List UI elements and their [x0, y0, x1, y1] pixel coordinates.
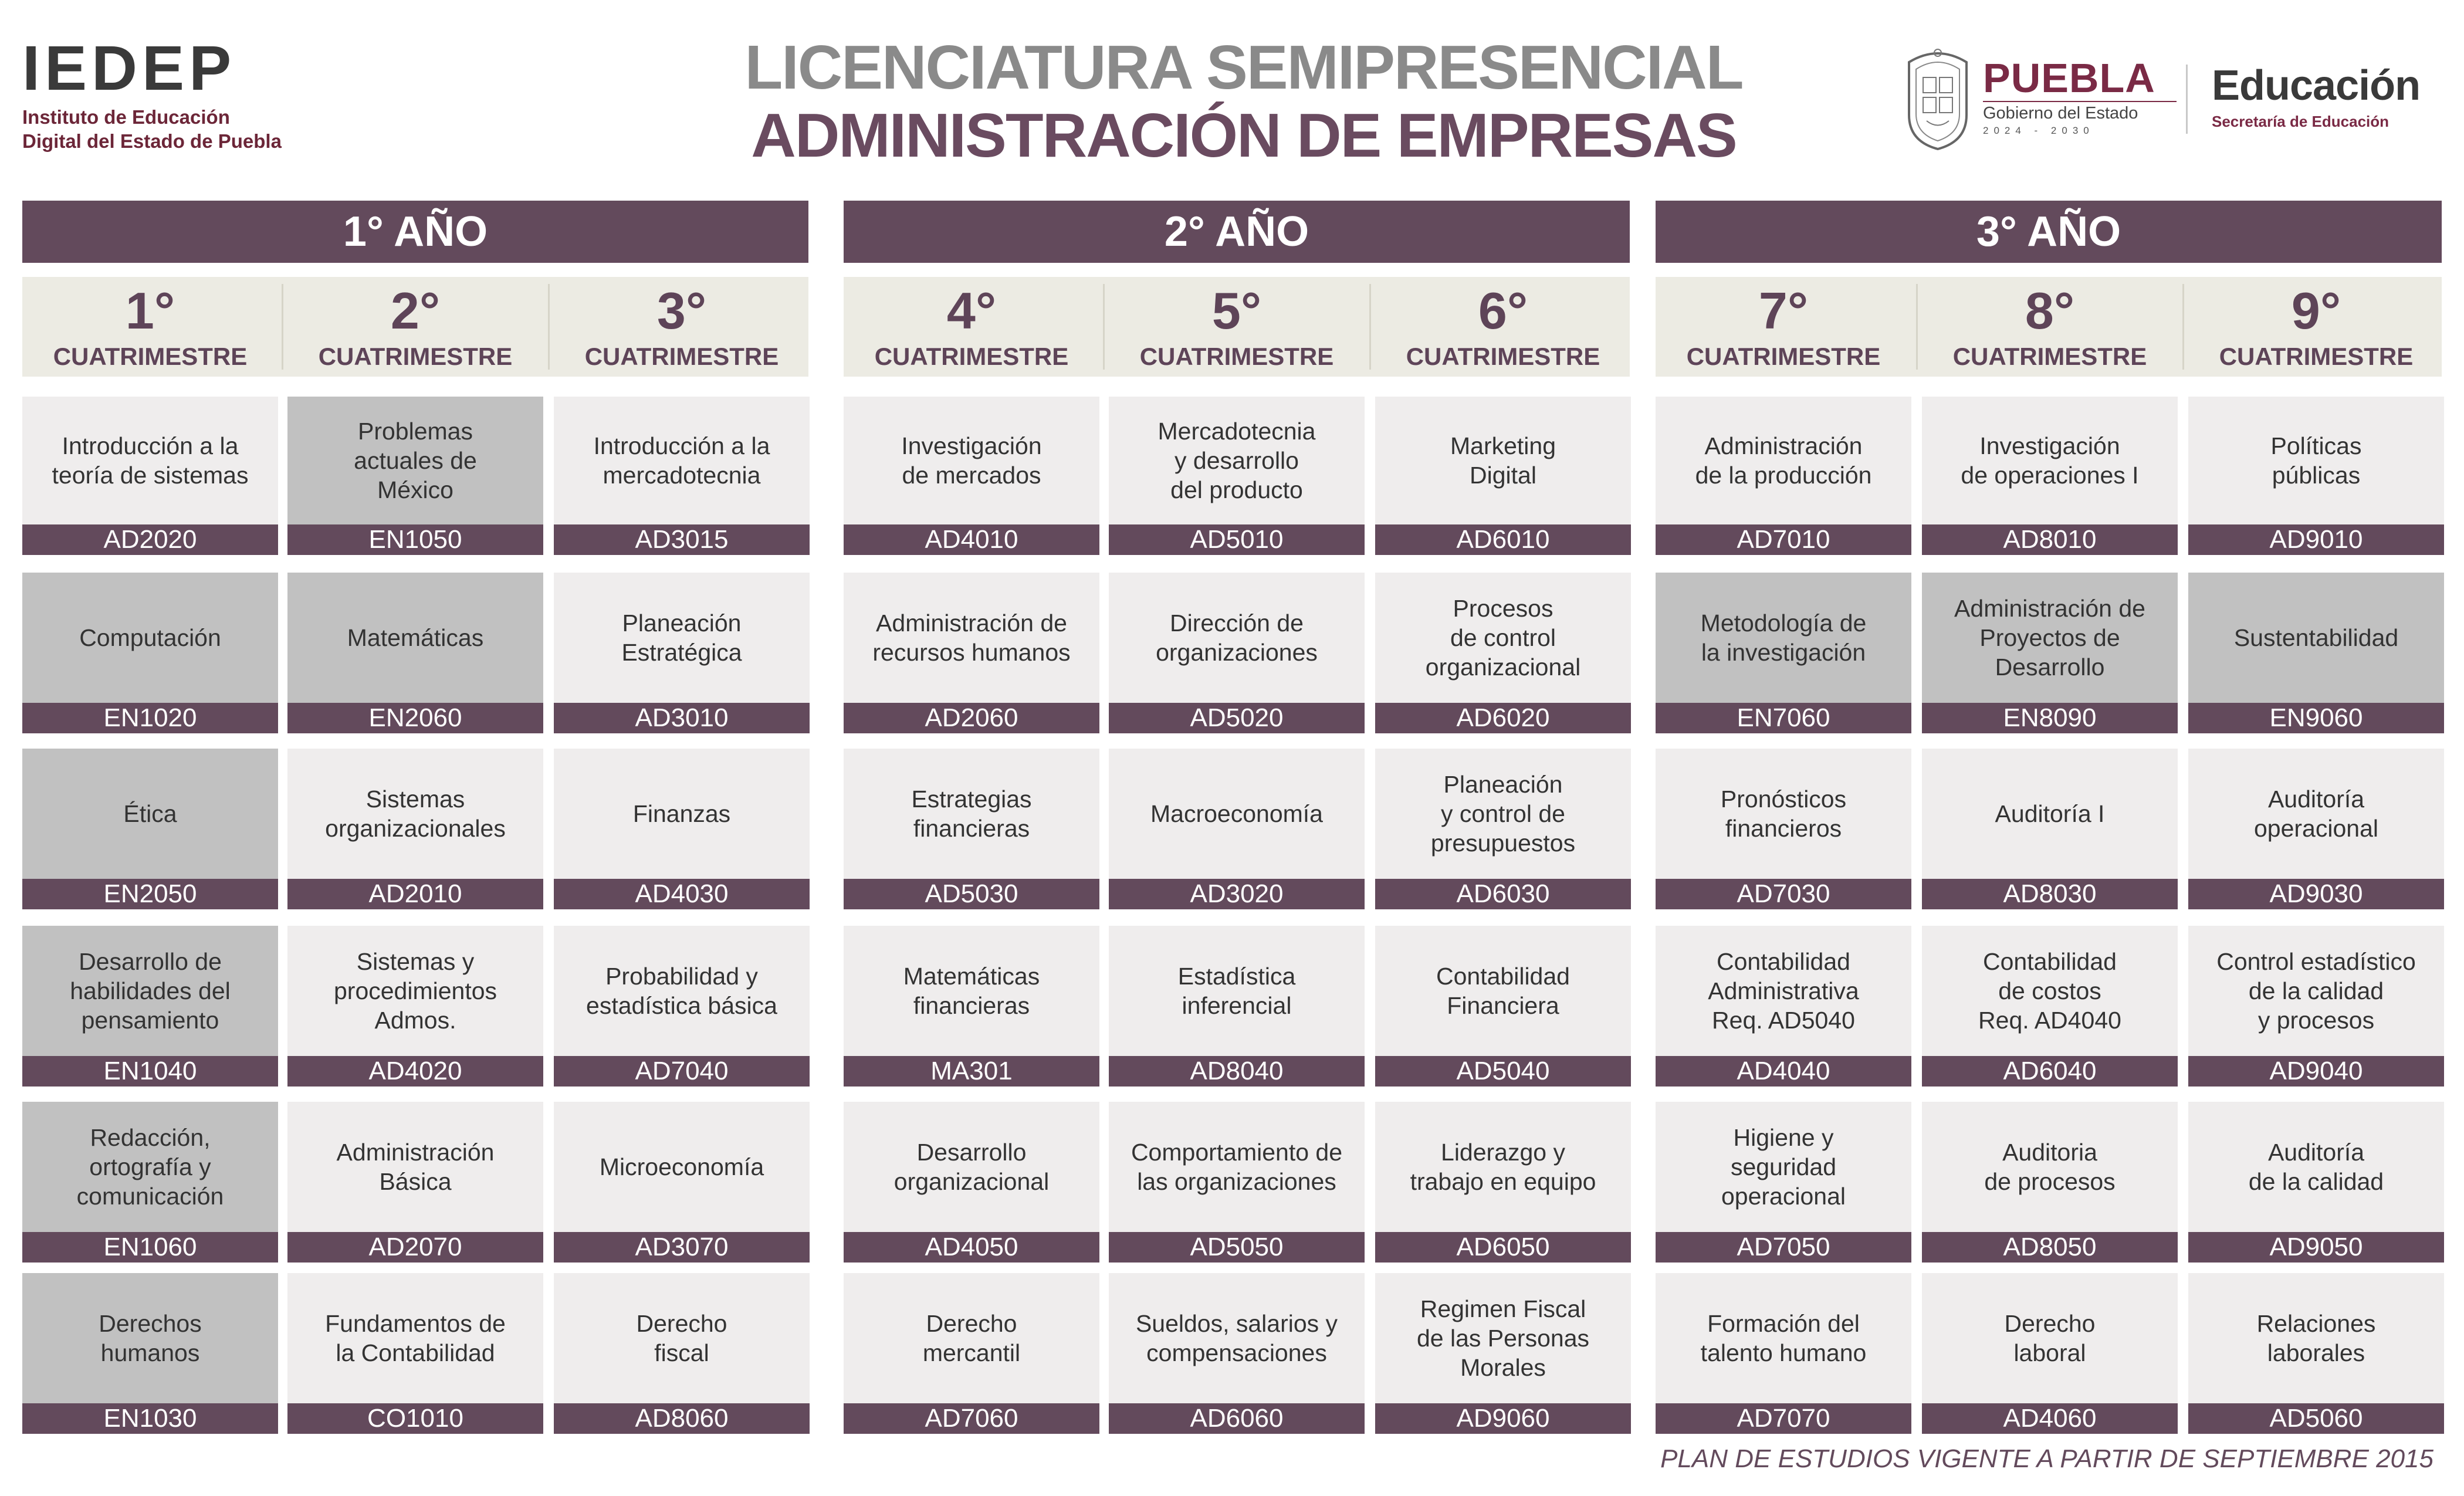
subject-name: Desarrollo de habilidades del pensamiento — [70, 948, 231, 1034]
semester-divider — [1103, 284, 1105, 370]
subject-name: Investigación de mercados — [901, 432, 1042, 489]
subject-code: AD4060 — [1922, 1403, 2178, 1434]
subject-name: Control estadístico de la calidad y procesos — [2216, 948, 2416, 1034]
iedep-logo-subtitle — [22, 106, 327, 154]
subject-name: Estrategias financieras — [911, 786, 1032, 842]
subject-card — [1656, 749, 1911, 909]
government-logos — [1901, 41, 2452, 158]
iedep-logo — [22, 32, 327, 154]
subject-code: AD6060 — [1109, 1403, 1365, 1434]
subject-code: AD3015 — [554, 524, 810, 555]
subject-name: Problemas actuales de México — [354, 418, 477, 503]
subject-card — [1922, 573, 2178, 733]
semester-header-band — [1656, 277, 2442, 377]
puebla-logo-text — [1983, 57, 2177, 137]
subject-code: EN2060 — [287, 703, 543, 733]
subject-name: Procesos de control organizacional — [1425, 595, 1581, 681]
subject-code: AD2010 — [287, 879, 543, 909]
semester-header — [2188, 277, 2444, 377]
subject-code: AD8050 — [1922, 1232, 2178, 1263]
subject-card — [1656, 573, 1911, 733]
subject-code: EN9060 — [2188, 703, 2444, 733]
subject-name: Derecho laboral — [2004, 1310, 2096, 1366]
semester-divider — [2182, 284, 2184, 370]
educacion-subtitle: Secretaría de Educación — [2212, 113, 2389, 130]
subject-name: Administración de la producción — [1695, 432, 1872, 489]
subject-name: Administración de recursos humanos — [872, 610, 1071, 666]
subject-name: Contabilidad Financiera — [1436, 963, 1570, 1019]
semester-label: CUATRIMESTRE — [874, 343, 1069, 370]
subject-name: Sueldos, salarios y compensaciones — [1135, 1310, 1338, 1366]
subject-name: Ética — [123, 800, 177, 827]
semester-header — [287, 277, 543, 377]
subject-code: AD9010 — [2188, 524, 2444, 555]
subject-code: AD7010 — [1656, 524, 1911, 555]
subject-name: Auditoría de la calidad — [2248, 1139, 2384, 1195]
subject-card — [1922, 926, 2178, 1087]
subject-code: AD3010 — [554, 703, 810, 733]
subject-name: Políticas públicas — [2270, 432, 2362, 489]
subject-card — [1375, 1102, 1631, 1263]
subject-name: Formación del talento humano — [1700, 1310, 1867, 1366]
subject-name: Liderazgo y trabajo en equipo — [1410, 1139, 1596, 1195]
subject-code: AD4020 — [287, 1056, 543, 1087]
semester-header — [1922, 277, 2178, 377]
subject-card — [22, 1102, 278, 1263]
subject-code: AD2070 — [287, 1232, 543, 1263]
subject-code: AD3070 — [554, 1232, 810, 1263]
subject-name: Microeconomía — [599, 1153, 764, 1180]
semester-label: CUATRIMESTRE — [53, 343, 248, 370]
subject-code: EN7060 — [1656, 703, 1911, 733]
subject-code: CO1010 — [287, 1403, 543, 1434]
subject-card — [1109, 1102, 1365, 1263]
semester-number: 7° — [1758, 282, 1809, 340]
semester-number: 9° — [2291, 282, 2341, 340]
subject-name: Metodología de la investigación — [1700, 610, 1867, 666]
subject-name: Matemáticas — [347, 624, 484, 651]
semester-header — [1109, 277, 1365, 377]
subject-name: Dirección de organizaciones — [1156, 610, 1318, 666]
subject-code: AD4010 — [844, 524, 1099, 555]
semester-header — [1375, 277, 1631, 377]
subject-card — [287, 749, 543, 909]
subject-name: Sustentabilidad — [2233, 624, 2399, 651]
year-header-2: 2° AÑO — [844, 201, 1630, 263]
subject-code: EN1030 — [22, 1403, 278, 1434]
subject-name: Contabilidad de costos Req. AD4040 — [1978, 948, 2121, 1034]
subject-card — [2188, 926, 2444, 1087]
subject-card — [554, 1102, 810, 1263]
subject-name: Auditoría I — [1995, 800, 2105, 827]
subject-name: Sistemas y procedimientos Admos. — [333, 948, 497, 1034]
subject-code: AD7040 — [554, 1056, 810, 1087]
subject-code: AD6050 — [1375, 1232, 1631, 1263]
subject-card — [22, 749, 278, 909]
subject-card — [554, 1273, 810, 1434]
subject-code: MA301 — [844, 1056, 1099, 1087]
subject-code: AD9050 — [2188, 1232, 2444, 1263]
subject-code: EN2050 — [22, 879, 278, 909]
subject-card — [1109, 573, 1365, 733]
subject-card — [1656, 1102, 1911, 1263]
subject-name: Investigación de operaciones I — [1961, 432, 2139, 489]
subject-name: Higiene y seguridad operacional — [1721, 1124, 1846, 1210]
subject-code: AD3020 — [1109, 879, 1365, 909]
subject-card — [844, 1102, 1099, 1263]
subject-code: AD7070 — [1656, 1403, 1911, 1434]
subject-card — [1109, 749, 1365, 909]
subject-card — [844, 1273, 1099, 1434]
subject-name: Introducción a la mercadotecnia — [593, 432, 770, 489]
subject-name: Auditoria de procesos — [1984, 1139, 2116, 1195]
subject-card — [554, 749, 810, 909]
subject-code: EN1020 — [22, 703, 278, 733]
puebla-years: 2024 - 2030 — [1983, 124, 2094, 136]
subject-name: Computación — [79, 624, 221, 651]
subject-card — [1109, 926, 1365, 1087]
subject-code: EN8090 — [1922, 703, 2178, 733]
puebla-gobierno: Gobierno del Estado — [1983, 101, 2177, 124]
subject-card — [554, 573, 810, 733]
semester-header — [22, 277, 278, 377]
subject-name: Redacción, ortografía y comunicación — [76, 1124, 224, 1210]
year-header-3: 3° AÑO — [1656, 201, 2442, 263]
semester-divider — [1369, 284, 1371, 370]
subject-card — [1656, 1273, 1911, 1434]
semester-number: 8° — [2025, 282, 2075, 340]
subject-code: AD5020 — [1109, 703, 1365, 733]
subject-name: Auditoría operacional — [2254, 786, 2378, 842]
subject-name: Relaciones laborales — [2256, 1310, 2376, 1366]
semester-number: 5° — [1211, 282, 1262, 340]
educacion-logo — [2212, 62, 2458, 131]
subject-card — [844, 397, 1099, 555]
subject-code: EN1060 — [22, 1232, 278, 1263]
subject-code: AD9030 — [2188, 879, 2444, 909]
subject-card — [1922, 1102, 2178, 1263]
educacion-word: Educación — [2212, 62, 2421, 109]
subject-name: Administración Básica — [336, 1139, 495, 1195]
subject-card — [1109, 397, 1365, 555]
page-title-line2: ADMINISTRACIÓN DE EMPRESAS — [751, 101, 1737, 170]
subject-code: AD6030 — [1375, 879, 1631, 909]
subject-card — [1922, 397, 2178, 555]
subject-card — [1375, 1273, 1631, 1434]
subject-card — [844, 749, 1099, 909]
subject-code: AD8060 — [554, 1403, 810, 1434]
semester-label: CUATRIMESTRE — [1406, 343, 1600, 370]
subject-card — [1109, 1273, 1365, 1434]
subject-code: AD8010 — [1922, 524, 2178, 555]
semester-number: 6° — [1478, 282, 1528, 340]
logo-divider — [2186, 65, 2188, 134]
subject-name: Planeación Estratégica — [621, 610, 742, 666]
subject-card — [22, 397, 278, 555]
subject-code: AD9060 — [1375, 1403, 1631, 1434]
subject-card — [1922, 749, 2178, 909]
semester-header — [844, 277, 1099, 377]
subject-card — [287, 1102, 543, 1263]
subject-code: AD8030 — [1922, 879, 2178, 909]
puebla-word: PUEBLA — [1983, 55, 2155, 101]
subject-name: Derecho fiscal — [636, 1310, 727, 1366]
semester-divider — [548, 284, 550, 370]
subject-code: AD5030 — [844, 879, 1099, 909]
semester-number: 3° — [656, 282, 707, 340]
subject-name: Sistemas organizacionales — [325, 786, 506, 842]
subject-name: Macroeconomía — [1150, 800, 1323, 827]
subject-name: Regimen Fiscal de las Personas Morales — [1416, 1295, 1589, 1381]
subject-name: Mercadotecnia y desarrollo del producto — [1157, 418, 1316, 503]
subject-card — [1656, 397, 1911, 555]
subject-name: Administración de Proyectos de Desarrollo — [1954, 595, 2145, 681]
subject-name: Probabilidad y estadística básica — [586, 963, 777, 1019]
subject-card — [2188, 397, 2444, 555]
subject-card — [1375, 749, 1631, 909]
semester-label: CUATRIMESTRE — [584, 343, 779, 370]
subject-code: AD9040 — [2188, 1056, 2444, 1087]
iedep-subtitle-line1: Instituto de Educación — [22, 106, 230, 128]
year-header-1: 1° AÑO — [22, 201, 808, 263]
subject-card — [1375, 573, 1631, 733]
subject-card — [1656, 926, 1911, 1087]
subject-card — [22, 1273, 278, 1434]
subject-name: Estadística inferencial — [1177, 963, 1296, 1019]
subject-card — [1922, 1273, 2178, 1434]
subject-code: AD5010 — [1109, 524, 1365, 555]
subject-name: Planeación y control de presupuestos — [1430, 771, 1576, 857]
subject-card — [2188, 1273, 2444, 1434]
semester-number: 1° — [125, 282, 175, 340]
subject-code: AD5050 — [1109, 1232, 1365, 1263]
subject-code: AD6040 — [1922, 1056, 2178, 1087]
semester-label: CUATRIMESTRE — [318, 343, 513, 370]
iedep-subtitle-line2: Digital del Estado de Puebla — [22, 130, 282, 152]
subject-card — [554, 926, 810, 1087]
subject-code: AD4050 — [844, 1232, 1099, 1263]
subject-name: Comportamiento de las organizaciones — [1131, 1139, 1343, 1195]
subject-code: AD4030 — [554, 879, 810, 909]
subject-code: AD7030 — [1656, 879, 1911, 909]
subject-code: AD4040 — [1656, 1056, 1911, 1087]
subject-card — [287, 926, 543, 1087]
semester-label: CUATRIMESTRE — [1686, 343, 1881, 370]
subject-card — [844, 573, 1099, 733]
subject-name: Introducción a la teoría de sistemas — [52, 432, 249, 489]
semester-header-band — [22, 277, 808, 377]
subject-name: Desarrollo organizacional — [893, 1139, 1050, 1195]
subject-name: Derecho mercantil — [922, 1310, 1021, 1366]
subject-card — [1375, 397, 1631, 555]
subject-card — [22, 926, 278, 1087]
semester-header — [1656, 277, 1911, 377]
subject-card — [1375, 926, 1631, 1087]
subject-card — [2188, 1102, 2444, 1263]
page-title-line1: LICENCIATURA SEMIPRESENCIAL — [744, 33, 1743, 102]
subject-card — [554, 397, 810, 555]
semester-label: CUATRIMESTRE — [1952, 343, 2147, 370]
subject-card — [2188, 573, 2444, 733]
iedep-logo-name: IEDEP — [22, 32, 236, 103]
semester-label: CUATRIMESTRE — [2219, 343, 2414, 370]
subject-name: Fundamentos de la Contabilidad — [325, 1310, 506, 1366]
subject-code: AD8040 — [1109, 1056, 1365, 1087]
footer-note: PLAN DE ESTUDIOS VIGENTE A PARTIR DE SEPTIEMBRE 2015 — [1660, 1444, 2433, 1473]
subject-name: Matemáticas financieras — [903, 963, 1040, 1019]
subject-card — [287, 1273, 543, 1434]
subject-code: AD5060 — [2188, 1403, 2444, 1434]
subject-name: Derechos humanos — [99, 1310, 202, 1366]
subject-card — [287, 397, 543, 555]
subject-code: AD7060 — [844, 1403, 1099, 1434]
semester-header-band — [844, 277, 1630, 377]
subject-card — [844, 926, 1099, 1087]
puebla-seal-icon — [1903, 45, 1972, 151]
subject-card — [2188, 749, 2444, 909]
semester-label: CUATRIMESTRE — [1139, 343, 1334, 370]
subject-code: AD7050 — [1656, 1232, 1911, 1263]
subject-code: AD6020 — [1375, 703, 1631, 733]
subject-code: EN1050 — [287, 524, 543, 555]
semester-divider — [1916, 284, 1918, 370]
subject-name: Pronósticos financieros — [1720, 786, 1847, 842]
semester-number: 2° — [390, 282, 441, 340]
subject-code: AD2020 — [22, 524, 278, 555]
semester-number: 4° — [946, 282, 997, 340]
subject-code: AD2060 — [844, 703, 1099, 733]
subject-code: AD5040 — [1375, 1056, 1631, 1087]
semester-divider — [282, 284, 283, 370]
semester-header — [554, 277, 810, 377]
subject-name: Finanzas — [632, 800, 731, 827]
subject-code: AD6010 — [1375, 524, 1631, 555]
subject-card — [287, 573, 543, 733]
subject-name: Contabilidad Administrativa Req. AD5040 — [1708, 948, 1859, 1034]
subject-code: EN1040 — [22, 1056, 278, 1087]
subject-card — [22, 573, 278, 733]
subject-name: Marketing Digital — [1450, 432, 1556, 489]
